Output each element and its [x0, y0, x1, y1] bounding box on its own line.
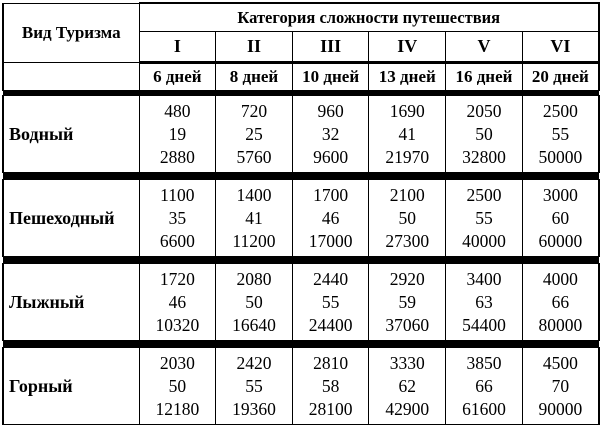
- value-line: 480: [164, 100, 191, 121]
- value-line: 54400: [462, 314, 506, 335]
- value-line: 59: [398, 291, 417, 312]
- tourism-type-label: Горный: [3, 348, 139, 425]
- row-separator: [3, 257, 599, 264]
- tourism-type-label: Водный: [3, 96, 139, 173]
- row-separator: [3, 341, 599, 348]
- value-line: 11200: [232, 230, 276, 251]
- value-line: 66: [475, 375, 493, 396]
- value-line: 50: [475, 123, 493, 144]
- value-line: 60: [551, 207, 570, 228]
- value-line: 12180: [155, 398, 200, 419]
- header-difficulty-category: Категория сложности путешествия: [139, 3, 599, 32]
- table-row: [3, 348, 599, 425]
- value-line: 4000: [542, 268, 578, 289]
- value-line: 9600: [313, 146, 349, 167]
- value-line: 66: [551, 291, 570, 312]
- value-cell: [216, 348, 293, 425]
- value-cell: [369, 96, 446, 173]
- value-cell: [522, 180, 599, 257]
- value-line: 27300: [385, 230, 430, 251]
- value-line: 60000: [538, 230, 583, 251]
- value-cell: [139, 96, 216, 173]
- value-line: 24400: [308, 314, 353, 335]
- header-category-4: IV: [369, 32, 446, 63]
- value-line: 19: [168, 123, 187, 144]
- value-cell: [216, 264, 293, 341]
- value-line: 61600: [462, 398, 506, 419]
- value-cell: [522, 264, 599, 341]
- value-line: 32800: [462, 146, 506, 167]
- value-cell: [446, 348, 523, 425]
- value-line: 50: [245, 291, 263, 312]
- value-line: 19360: [232, 398, 276, 419]
- tourism-difficulty-table: [2, 2, 600, 425]
- value-cell: [292, 180, 369, 257]
- value-line: 2920: [389, 268, 425, 289]
- header-days-5: 16 дней: [446, 63, 523, 91]
- value-line: 2420: [236, 352, 272, 373]
- value-line: 55: [551, 123, 570, 144]
- table-row: [3, 264, 599, 341]
- value-line: 1400: [236, 184, 272, 205]
- value-line: 42900: [385, 398, 430, 419]
- header-days-1: 6 дней: [139, 63, 216, 91]
- value-line: 2440: [313, 268, 349, 289]
- value-line: 28100: [308, 398, 353, 419]
- header-days-2: 8 дней: [216, 63, 293, 91]
- value-cell: [292, 96, 369, 173]
- value-line: 1700: [313, 184, 349, 205]
- value-line: 90000: [538, 398, 583, 419]
- value-line: 55: [321, 291, 340, 312]
- value-line: 55: [245, 375, 263, 396]
- value-line: 5760: [236, 146, 272, 167]
- header-category-1: I: [139, 32, 216, 63]
- value-line: 50: [168, 375, 187, 396]
- header-days-empty: [3, 63, 139, 91]
- value-line: 41: [398, 123, 417, 144]
- value-cell: [216, 96, 293, 173]
- table-body: [3, 91, 599, 425]
- value-line: 720: [240, 100, 268, 121]
- value-line: 960: [317, 100, 344, 121]
- value-line: 16640: [232, 314, 276, 335]
- value-line: 2080: [236, 268, 272, 289]
- value-cell: [139, 348, 216, 425]
- value-cell: [292, 348, 369, 425]
- value-line: 32: [321, 123, 340, 144]
- row-separator-bar: [3, 257, 599, 264]
- value-cell: [369, 180, 446, 257]
- value-line: 3400: [466, 268, 502, 289]
- value-line: 1690: [389, 100, 425, 121]
- header-category-2: II: [216, 32, 293, 63]
- value-line: 2880: [159, 146, 195, 167]
- value-line: 50000: [538, 146, 583, 167]
- value-line: 2500: [466, 184, 502, 205]
- value-line: 1720: [159, 268, 195, 289]
- value-line: 2030: [159, 352, 195, 373]
- value-line: 3850: [466, 352, 502, 373]
- header-category-6: VI: [522, 32, 599, 63]
- header-days-6: 20 дней: [522, 63, 599, 91]
- value-line: 80000: [538, 314, 583, 335]
- row-separator-bar: [3, 173, 599, 180]
- value-cell: [446, 96, 523, 173]
- value-cell: [522, 96, 599, 173]
- value-cell: [216, 180, 293, 257]
- value-cell: [446, 180, 523, 257]
- value-line: 2050: [466, 100, 502, 121]
- value-line: 2500: [542, 100, 578, 121]
- header-days-4: 13 дней: [369, 63, 446, 91]
- value-line: 3330: [389, 352, 425, 373]
- row-separator-bar: [3, 341, 599, 348]
- value-line: 25: [245, 123, 263, 144]
- row-separator: [3, 173, 599, 180]
- header-tourism-type: Вид Туризма: [3, 3, 139, 63]
- value-cell: [522, 348, 599, 425]
- value-line: 17000: [308, 230, 353, 251]
- value-line: 3000: [542, 184, 578, 205]
- header-category-3: III: [292, 32, 369, 63]
- tourism-type-label: Пешеходный: [3, 180, 139, 257]
- table-row: [3, 96, 599, 173]
- value-cell: [139, 264, 216, 341]
- value-cell: [369, 348, 446, 425]
- value-line: 50: [398, 207, 417, 228]
- value-cell: [139, 180, 216, 257]
- value-line: 62: [398, 375, 417, 396]
- value-line: 37060: [385, 314, 430, 335]
- value-line: 4500: [542, 352, 578, 373]
- value-line: 46: [321, 207, 340, 228]
- value-line: 10320: [155, 314, 200, 335]
- header-category-5: V: [446, 32, 523, 63]
- header-days-3: 10 дней: [292, 63, 369, 91]
- value-line: 55: [475, 207, 493, 228]
- tourism-type-label: Лыжный: [3, 264, 139, 341]
- value-line: 63: [475, 291, 493, 312]
- value-line: 46: [168, 291, 187, 312]
- value-cell: [369, 264, 446, 341]
- table-row: [3, 180, 599, 257]
- value-line: 2810: [313, 352, 349, 373]
- value-line: 41: [245, 207, 263, 228]
- value-line: 1100: [160, 184, 195, 205]
- value-cell: [446, 264, 523, 341]
- value-cell: [292, 264, 369, 341]
- value-line: 40000: [462, 230, 506, 251]
- value-line: 2100: [389, 184, 425, 205]
- value-line: 70: [551, 375, 570, 396]
- value-line: 35: [168, 207, 187, 228]
- value-line: 6600: [159, 230, 195, 251]
- value-line: 58: [321, 375, 340, 396]
- value-line: 21970: [385, 146, 430, 167]
